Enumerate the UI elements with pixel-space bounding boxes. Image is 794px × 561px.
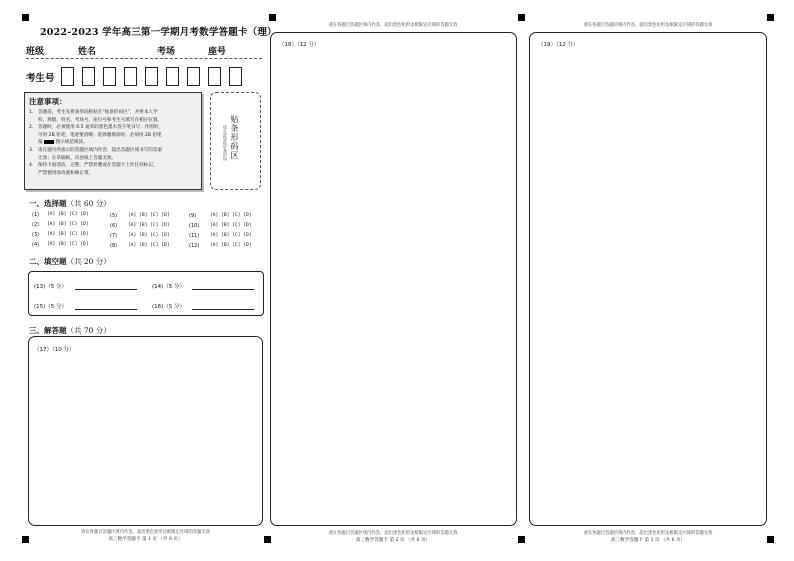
answer-options[interactable]: [A] [B] [C] [D] xyxy=(47,212,89,217)
question-number: (8) xyxy=(110,243,118,249)
answer-area-note: 请在各题目答题区域内作答，超出黑色矩形边框限定区域的答题无效 xyxy=(328,531,458,536)
fill-in-answer-line[interactable] xyxy=(75,309,137,310)
exam-id-digit-box[interactable] xyxy=(229,67,242,86)
notice-box xyxy=(24,92,202,190)
answer-options[interactable]: [A] [B] [C] [D] xyxy=(210,223,252,228)
question-number: (3) xyxy=(32,232,40,238)
answer-area-q19[interactable] xyxy=(529,32,767,526)
question-number: (9) xyxy=(189,213,197,219)
fill-in-answer-line[interactable] xyxy=(192,289,254,290)
barcode-sublabel: 请在此处贴好条形码 xyxy=(223,125,228,161)
answer-options[interactable]: [A] [B] [C] [D] xyxy=(210,243,252,248)
question-number: (10) xyxy=(189,223,200,229)
answer-area-note: 请在各题目答题区域内作答，超出黑色矩形边框限定区域的答题无效 xyxy=(328,23,458,28)
exam-id-digit-box[interactable] xyxy=(145,67,158,86)
section-heading: 三、解答题（共 70 分） xyxy=(29,326,111,335)
exam-id-digit-box[interactable] xyxy=(124,67,137,86)
fill-in-question-label: (13)（5 分） xyxy=(34,284,68,290)
page-footer: 高三数学答题卡 第 2 页 （共 6 页） xyxy=(355,538,431,543)
notice-item: 4. 保持卡面清洁，完整，严禁折叠或在答题卡上作任何标记， 严禁使用涂改液和修正带。 xyxy=(29,163,158,176)
fill-in-question-label: (16)（5 分） xyxy=(152,304,186,310)
alignment-marker xyxy=(22,14,29,21)
alignment-marker xyxy=(518,14,525,21)
class-field-label: 班级 xyxy=(26,47,45,57)
name-field-label: 姓名 xyxy=(78,47,97,57)
question-number: (1) xyxy=(32,212,40,218)
room-field-label: 考场 xyxy=(157,47,176,57)
answer-area-q18[interactable] xyxy=(270,32,517,526)
answer-options[interactable]: [A] [B] [C] [D] xyxy=(128,223,170,228)
alignment-marker xyxy=(767,14,774,21)
answer-options[interactable]: [A] [B] [C] [D] xyxy=(128,213,170,218)
seat-field-label: 座号 xyxy=(208,47,227,57)
question-label: （17）（10 分） xyxy=(34,347,75,353)
notice-item: 2. 答题时，必须使用 0.5 毫米的黑色墨水签字笔书写；作图时， 可用 2B 铅笔，笔迹要清晰；选择题填涂时，必须用 2B 铅笔 按 图示规范填涂。 xyxy=(29,125,164,146)
info-divider xyxy=(26,58,262,59)
notice-item: 1. 答题前，考生先将条形码粘贴在“贴条形码区”，并将本人学 校、班级、姓名、考场号、座位号和考生号填写在相应位置。 xyxy=(29,110,163,123)
question-label: （19）（12 分） xyxy=(538,42,579,48)
alignment-marker xyxy=(518,536,525,543)
section-heading: 一、选择题（共 60 分） xyxy=(29,199,111,208)
answer-area-note: 请在各题目答题区域内作答，超出黑色矩形边框限定区域的答题无效 xyxy=(583,23,713,28)
exam-id-digit-box[interactable] xyxy=(103,67,116,86)
answer-area-note: 请在各题目答题区域内作答，超出黑色矩形边框限定区域的答题无效 xyxy=(81,530,210,535)
alignment-marker xyxy=(767,536,774,543)
barcode-area xyxy=(210,92,261,190)
question-number: (12) xyxy=(189,243,200,249)
question-number: (11) xyxy=(189,233,200,239)
alignment-marker xyxy=(269,14,276,21)
fill-in-question-label: (15)（5 分） xyxy=(34,304,68,310)
page-footer: 高三数学答题卡 第 3 页 （共 6 页） xyxy=(610,538,686,543)
exam-id-digit-box[interactable] xyxy=(166,67,179,86)
answer-options[interactable]: [A] [B] [C] [D] xyxy=(210,233,252,238)
question-number: (5) xyxy=(110,213,118,219)
notice-item: 3. 请在题号所指示的答题区域内作答，超出答题区域书写的答案 无效；在草稿纸、试卷纸上答题无效。 xyxy=(29,147,163,161)
answer-options[interactable]: [A] [B] [C] [D] xyxy=(210,213,252,218)
exam-id-digit-box[interactable] xyxy=(61,67,74,86)
student-info-fields xyxy=(26,44,266,56)
notice-title: 注意事项： xyxy=(29,97,67,106)
question-label: （18）（12 分） xyxy=(279,42,320,48)
exam-id-digit-box[interactable] xyxy=(208,67,221,86)
page-title: 2022-2023 学年高三第一学期月考数学答题卡（理） xyxy=(40,27,277,38)
question-number: (4) xyxy=(32,242,40,248)
section-heading: 二、填空题（共 20 分） xyxy=(29,257,111,266)
fill-in-answer-line[interactable] xyxy=(192,309,254,310)
question-number: (6) xyxy=(110,223,118,229)
question-number: (7) xyxy=(110,233,118,239)
exam-id-digit-box[interactable] xyxy=(82,67,95,86)
question-number: (2) xyxy=(32,222,40,228)
answer-options[interactable]: [A] [B] [C] [D] xyxy=(47,242,89,247)
barcode-label: 贴条形码区 xyxy=(230,115,239,160)
answer-options[interactable]: [A] [B] [C] [D] xyxy=(47,232,89,237)
exam-id-label: 考生号 xyxy=(26,73,55,84)
page-footer: 高三数学答题卡 第 1 页 （共 6 页） xyxy=(108,537,183,542)
answer-options[interactable]: [A] [B] [C] [D] xyxy=(128,243,170,248)
exam-id-digit-box[interactable] xyxy=(187,67,200,86)
fill-in-question-label: (14)（5 分） xyxy=(152,284,186,290)
fill-in-answer-line[interactable] xyxy=(75,289,137,290)
fill-in-answer-box xyxy=(28,271,264,316)
answer-options[interactable]: [A] [B] [C] [D] xyxy=(47,222,89,227)
answer-area-note: 请在各题目答题区域内作答，超出黑色矩形边框限定区域的答题无效 xyxy=(583,531,713,536)
filled-bubble-example xyxy=(44,140,54,144)
answer-options[interactable]: [A] [B] [C] [D] xyxy=(128,233,170,238)
answer-area-q17[interactable] xyxy=(28,336,263,526)
